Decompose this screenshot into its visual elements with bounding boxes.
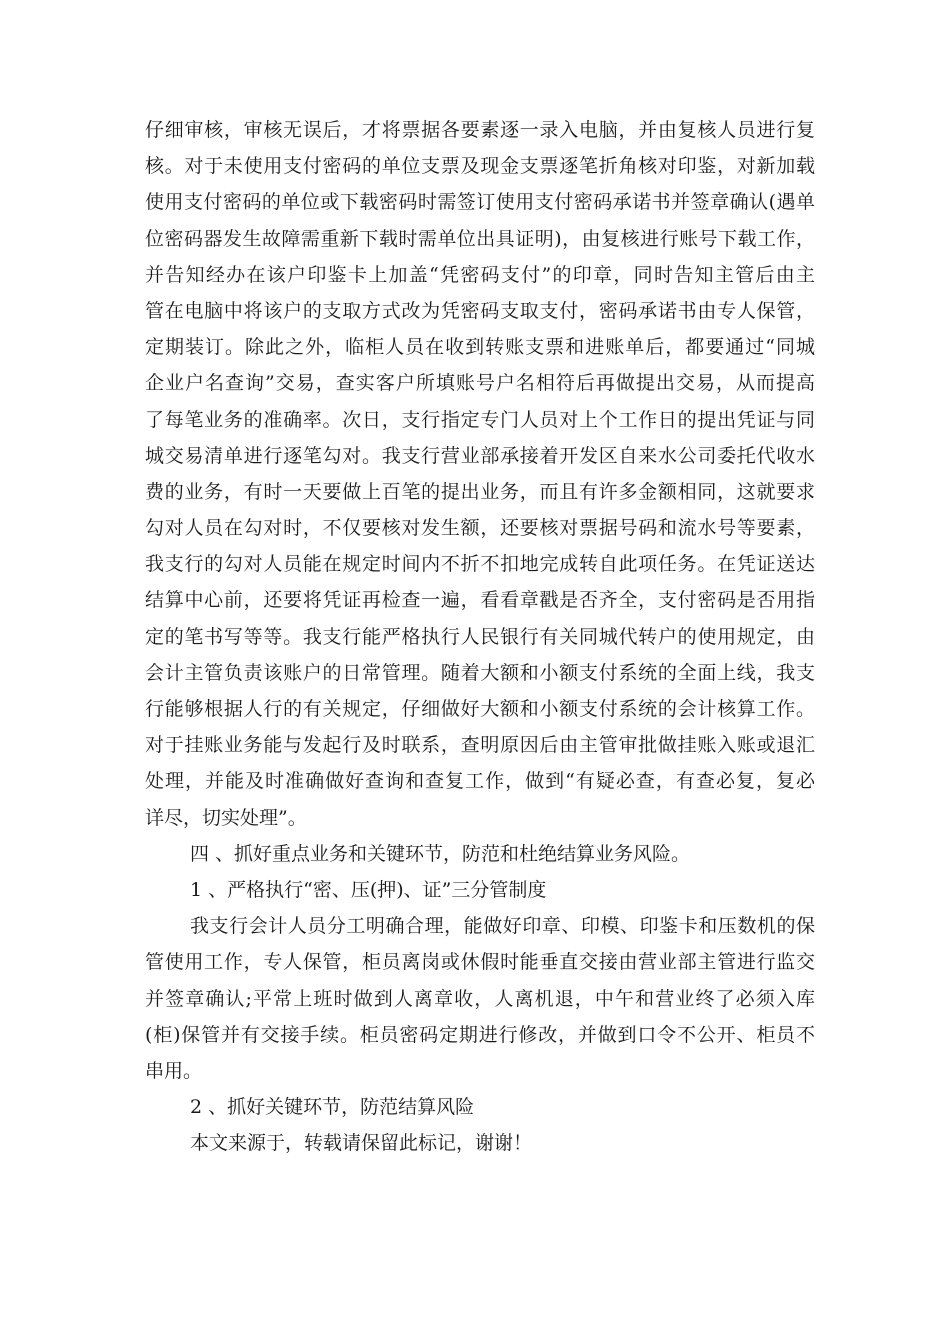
paragraph-line: (柜)保管并有交接手续。柜员密码定期进行修改，并做到口令不公开、柜员不 bbox=[145, 1023, 815, 1046]
paragraph-line: 仔细审核，审核无误后，才将票据各要素逐一录入电脑，并由复核人员进行复 bbox=[145, 119, 815, 141]
paragraph-line: 我支行会计人员分工明确合理，能做好印章、印模、印鉴卡和压数机的保 bbox=[190, 915, 815, 938]
paragraph-line: 结算中心前，还要将凭证再检查一遍，看看章戳是否齐全，支付密码是否用指 bbox=[145, 589, 815, 612]
paragraph-line: 管在电脑中将该户的支取方式改为凭密码支取支付，密码承诺书由专人保管， bbox=[145, 299, 815, 322]
paragraph-line: 我支行的勾对人员能在规定时间内不折不扣地完成转自此项任务。在凭证送达 bbox=[145, 553, 815, 576]
paragraph-line: 使用支付密码的单位或下载密码时需签订使用支付密码承诺书并签章确认(遇单 bbox=[145, 191, 815, 214]
source-note: 本文来源于，转载请保留此标记，谢谢！ bbox=[190, 1132, 533, 1155]
paragraph-line: 串用。 bbox=[145, 1059, 203, 1082]
subsection-heading: 2 、抓好关键环节，防范结算风险 bbox=[190, 1096, 475, 1119]
paragraph-line: 并告知经办在该户印鉴卡上加盖“凭密码支付”的印章，同时告知主管后由主 bbox=[145, 263, 815, 286]
paragraph-line: 管使用工作，专人保管，柜员离岗或休假时能垂直交接由营业部主管进行监交 bbox=[145, 951, 815, 974]
paragraph-line: 位密码器发生故障需重新下载时需单位出具证明)，由复核进行账号下载工作， bbox=[145, 227, 815, 250]
document-body bbox=[145, 112, 815, 1161]
paragraph-line: 勾对人员在勾对时，不仅要核对发生额，还要核对票据号码和流水号等要素， bbox=[145, 517, 815, 540]
paragraph-line: 详尽，切实处理”。 bbox=[145, 806, 307, 829]
paragraph-line: 定的笔书写等等。我支行能严格执行人民银行有关同城代转户的使用规定，由 bbox=[145, 625, 815, 648]
paragraph-line: 对于挂账业务能与发起行及时联系，查明原因后由主管审批做挂账入账或退汇 bbox=[145, 734, 815, 757]
paragraph-line: 处理，并能及时准确做好查询和查复工作，做到“有疑必查，有查必复，复必 bbox=[145, 770, 815, 793]
paragraph-line: 核。对于未使用支付密码的单位支票及现金支票逐笔折角核对印鉴，对新加载 bbox=[145, 155, 815, 178]
subsection-heading: 1 、严格执行“密、压(押)、证”三分管制度 bbox=[190, 878, 547, 901]
paragraph-line: 行能够根据人行的有关规定，仔细做好大额和小额支付系统的会计核算工作。 bbox=[145, 698, 815, 720]
paragraph-line: 企业户名查询”交易，查实客户所填账号户名相符后再做提出交易，从而提高 bbox=[145, 372, 815, 395]
paragraph-line: 费的业务，有时一天要做上百笔的提出业务，而且有许多金额相同，这就要求 bbox=[145, 480, 815, 503]
section-heading: 四 、抓好重点业务和关键环节，防范和杜绝结算业务风险。 bbox=[190, 842, 691, 865]
paragraph-line: 会计主管负责该账户的日常管理。随着大额和小额支付系统的全面上线，我支 bbox=[145, 661, 815, 684]
paragraph-line: 定期装订。除此之外，临柜人员在收到转账支票和进账单后，都要通过“同城 bbox=[145, 336, 815, 359]
paragraph-line: 城交易清单进行逐笔勾对。我支行营业部承接着开发区自来水公司委托代收水 bbox=[145, 444, 815, 467]
paragraph-line: 并签章确认;平常上班时做到人离章收，人离机退，中午和营业终了必须入库 bbox=[145, 987, 815, 1010]
paragraph-line: 了每笔业务的准确率。次日，支行指定专门人员对上个工作日的提出凭证与同 bbox=[145, 408, 815, 431]
